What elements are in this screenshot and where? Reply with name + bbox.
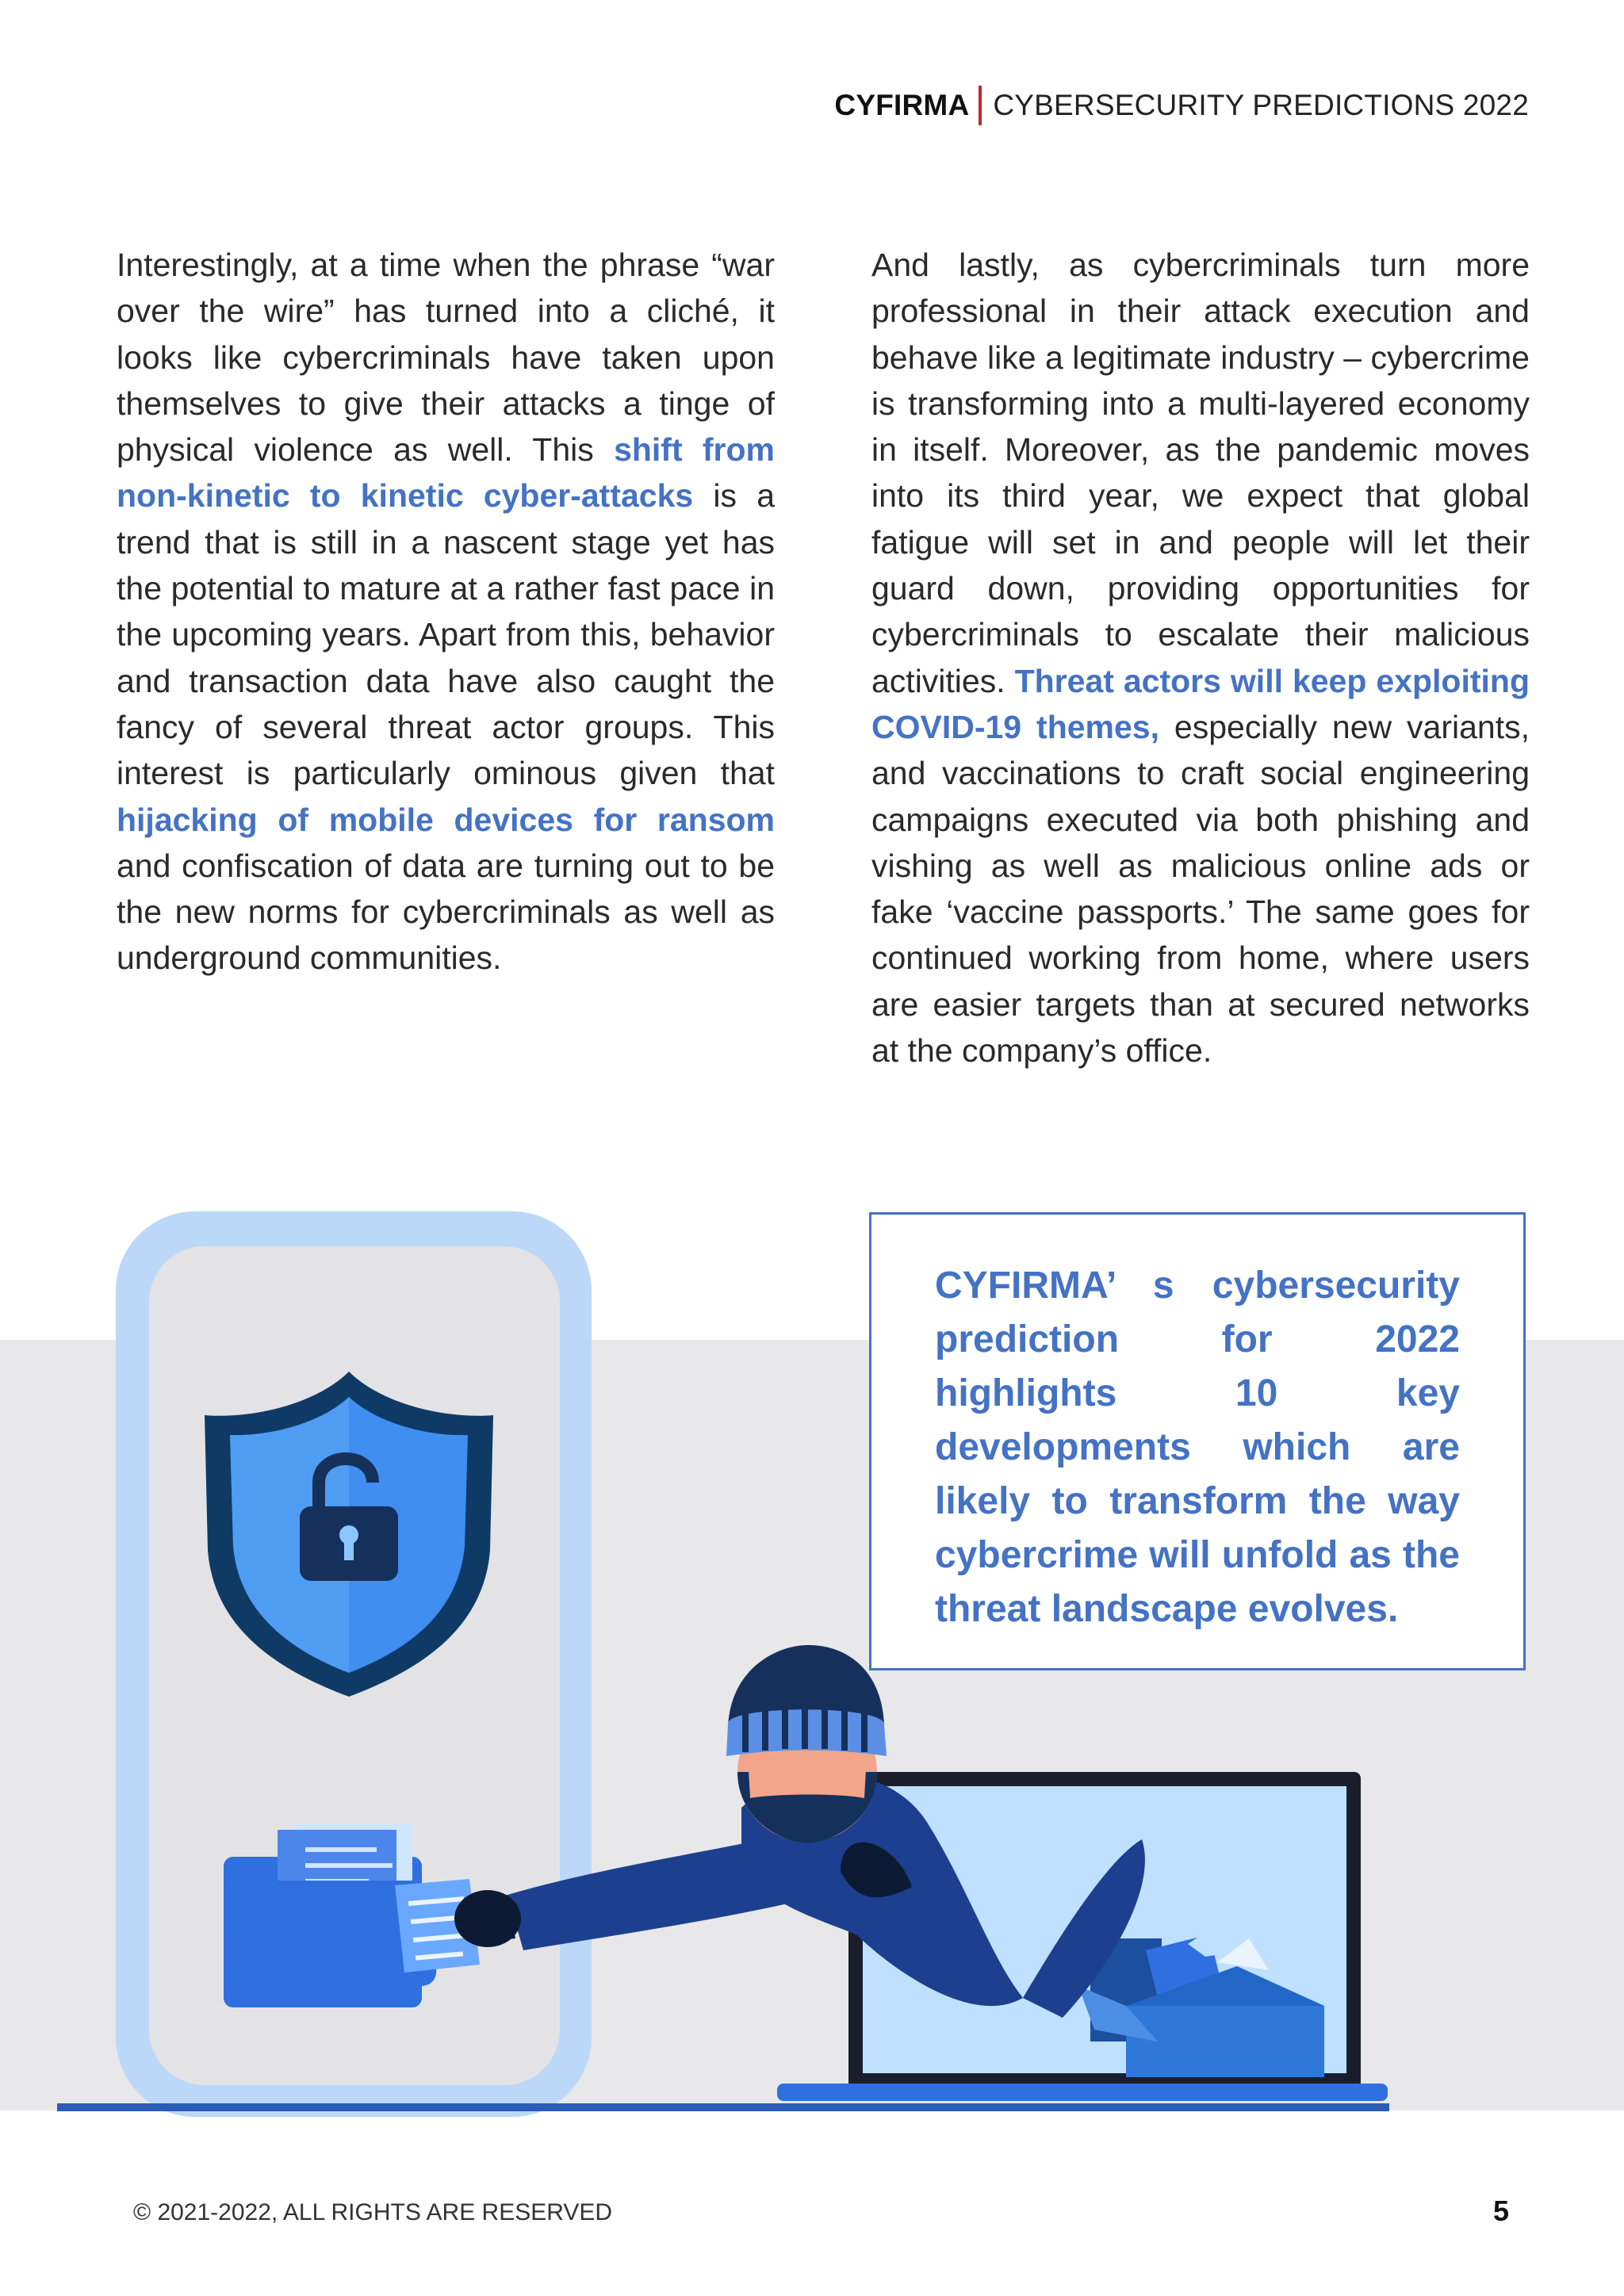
left-highlight-mobile: hijacking of mobile devices for ransom: [117, 801, 775, 838]
page-header: [834, 86, 1529, 125]
page-number: 5: [1492, 2195, 1509, 2227]
left-highlight-kinetic: shift from non-kinetic to kinetic cyber-attacks: [117, 431, 776, 515]
right-text-2: especially new variants, and vaccinations to craft social engineering campaigns executed via both phishing and vishing as well as malicious online ads or fake ‘vaccine passports.’ The same goes for continued working from home, where users are easier targets than at secured networks at the company’s office.: [871, 708, 1530, 1070]
right-paragraph: [871, 242, 1530, 1073]
left-paragraph: [117, 242, 775, 982]
left-column: [117, 242, 775, 982]
right-column: [871, 242, 1530, 1073]
left-text-2: is a trend that is still in a nascent stage yet has the potential to mature at a rather fast pace in the upcoming years. Apart from this, behavior and transaction data have also caught the fancy of several threat actor groups. This interest is particularly ominous given that: [117, 477, 775, 792]
right-highlight-covid: Threat actors will keep exploiting COVID-19 themes,: [871, 662, 1530, 745]
callout-box: [869, 1212, 1526, 1670]
footer-copyright: © 2021-2022, ALL RIGHTS ARE RESERVED: [133, 2199, 613, 2225]
callout-text: CYFIRMA’ s cybersecurity prediction for 2022 highlights 10 key developments which are likely to transform the way cybercrime will unfold as the threat landscape evolves.: [935, 1265, 1460, 1630]
header-title: CYBERSECURITY PREDICTIONS 2022: [993, 89, 1529, 121]
right-text-1: And lastly, as cybercriminals turn more professional in their attack execution and behave like a legitimate industry – cybercrime is transforming into a multi-layered economy in itself. Moreover, as the pandemic moves into its third year, we expect that global fatigue will set in and people will let their guard down, providing opportunities for cybercriminals to escalate their malicious activities.: [871, 247, 1530, 699]
left-text-3: and confiscation of data are turning out to be the new norms for cybercriminals as well as underground communities.: [117, 847, 775, 977]
header-separator: [979, 86, 982, 125]
left-text-1: Interestingly, at a time when the phrase “war over the wire” has turned into a cliché, it looks like cybercriminals have taken upon themselves to give their attacks a tinge of physical violence as well. This: [117, 247, 775, 469]
header-brand: CYFIRMA: [834, 89, 970, 121]
